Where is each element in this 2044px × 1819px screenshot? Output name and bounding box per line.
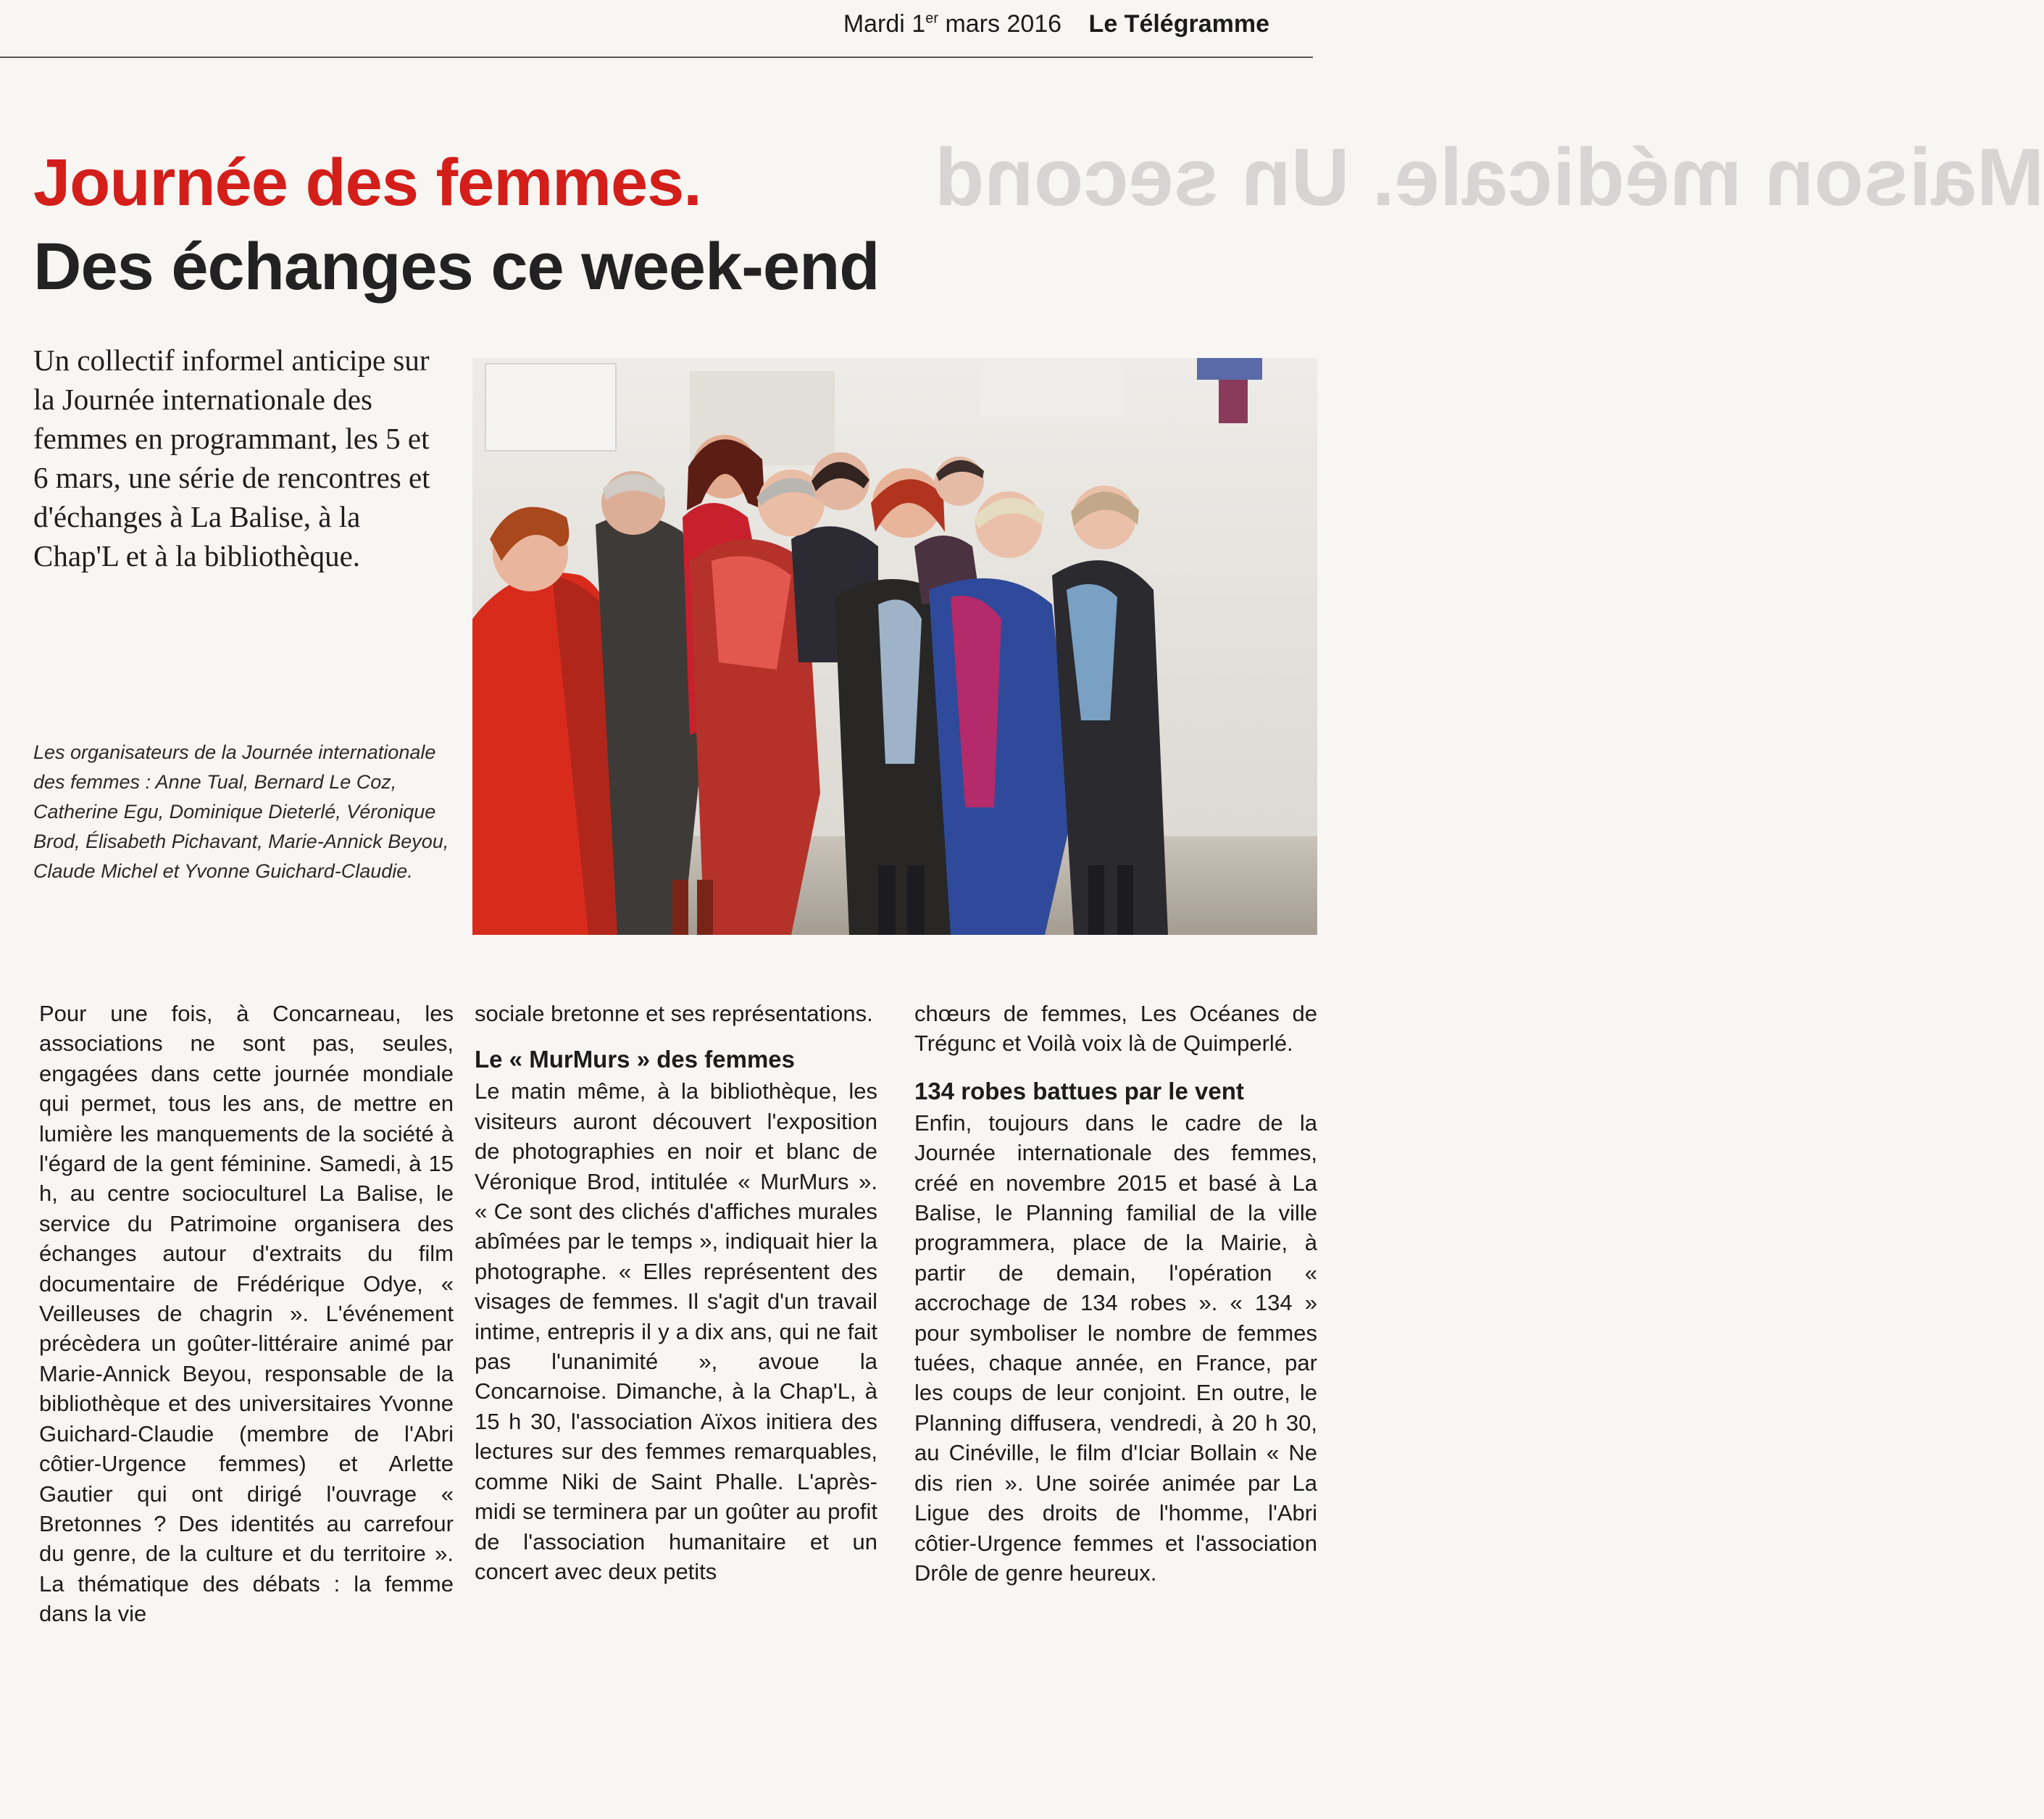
issue-date-day: Mardi 1 xyxy=(843,10,926,38)
article-kicker: Journée des femmes. xyxy=(33,146,701,220)
column-2-text: Le matin même, à la bibliothèque, les visiteurs auront découvert l'exposition de photographies en noir et blanc de Véronique Brod, intitulée « MurMurs ». « Ce sont des clichés d'affiches murales abîmées par le temps », indiquait hier la photographe. « Elles représentent des visages de femmes. Il s'agit d'un travail intime, entrepris il y a dix ans, qui ne fait pas l'unanimité », avoue la Concarnoise. Dimanche, à la Chap'L, à 15 h 30, l'association Aïxos initiera des lectures sur des femmes remarquables, comme Niki de Saint Phalle. L'après-midi se terminera par un goûter au profit de l'association humanitaire et un concert avec deux petits xyxy=(475,1078,877,1584)
group-photo xyxy=(472,358,1317,935)
masthead-line xyxy=(843,10,1269,38)
article-lede: Un collectif informel anticipe sur la Journée internationale des femmes en programmant, les 5 et 6 mars, une série de rencontres et d'échanges à La Balise, à la Chap'L et à la bibliothèque. xyxy=(33,344,430,573)
subhead-murmurs: Le « MurMurs » des femmes xyxy=(475,1046,795,1073)
article-headline: Des échanges ce week-end xyxy=(33,230,880,304)
newspaper-name: Le Télégramme xyxy=(1088,10,1269,38)
masthead xyxy=(0,0,1313,58)
group-photo-image xyxy=(472,358,1317,935)
photo-caption: Les organisateurs de la Journée internationale des femmes : Anne Tual, Bernard Le Coz, Catherine Egu, Dominique Dieterlé, Véronique Brod, Élisabeth Pichavant, Marie-Annick Beyou, Claude Michel et Yvonne Guichard-Claudie. xyxy=(33,741,449,882)
column-3-intro: chœurs de femmes, Les Océanes de Trégunc et Voilà voix là de Quimperlé. xyxy=(914,1001,1317,1057)
column-2-intro: sociale bretonne et ses représentations. xyxy=(475,1001,873,1026)
column-1-text: Pour une fois, à Concarneau, les associations ne sont pas, seules, engagées dans cette journée mondiale qui permet, tous les ans, de mettre en lumière les manquements de la société à l'égard de la gent féminine. Samedi, à 15 h, au centre socioculturel La Balise, le service du Patrimoine organisera des échanges autour d'extraits du film documentaire de Frédérique Odye, « Veilleuses de chagrin ». L'événement précèdera un goûter-littéraire animé par Marie-Annick Beyou, responsable de la bibliothèque et des universitaires Yvonne Guichard-Claudie (membre de l'Abri côtier-Urgence femmes) et Arlette Gautier qui ont dirigé l'ouvrage « Bretonnes ? Des identités au carrefour du genre, de la culture et du territoire ». La thématique des débats : la femme dans la vie xyxy=(39,1001,454,1627)
issue-date-ordinal: er xyxy=(925,10,938,27)
article-column-3 xyxy=(914,999,1317,1588)
column-3-text: Enfin, toujours dans le cadre de la Journée internationale des femmes, créé en novembre 2015 et basé à La Balise, le Planning familial de la ville programmera, place de la Mairie, à partir de demain, l'opération « accrochage de 134 robes ». « 134 » pour symboliser le nombre de femmes tuées, chaque année, en France, par les coups de leur conjoint. En outre, le Planning diffusera, vendredi, à 20 h 30, au Cinéville, le film d'Iciar Bollain « Ne dis rien ». Une soirée animée par La Ligue des droits de l'homme, l'Abri côtier-Urgence femmes et l'association Drôle de genre heureux. xyxy=(914,1110,1317,1586)
issue-date-rest: mars 2016 xyxy=(938,10,1062,38)
article-column-1 xyxy=(39,999,454,1629)
subhead-robes: 134 robes battues par le vent xyxy=(914,1077,1244,1104)
bleed-through-text: Maison médicale. Un second xyxy=(935,132,2044,222)
issue-date xyxy=(843,10,1061,38)
article-column-2 xyxy=(475,999,877,1586)
